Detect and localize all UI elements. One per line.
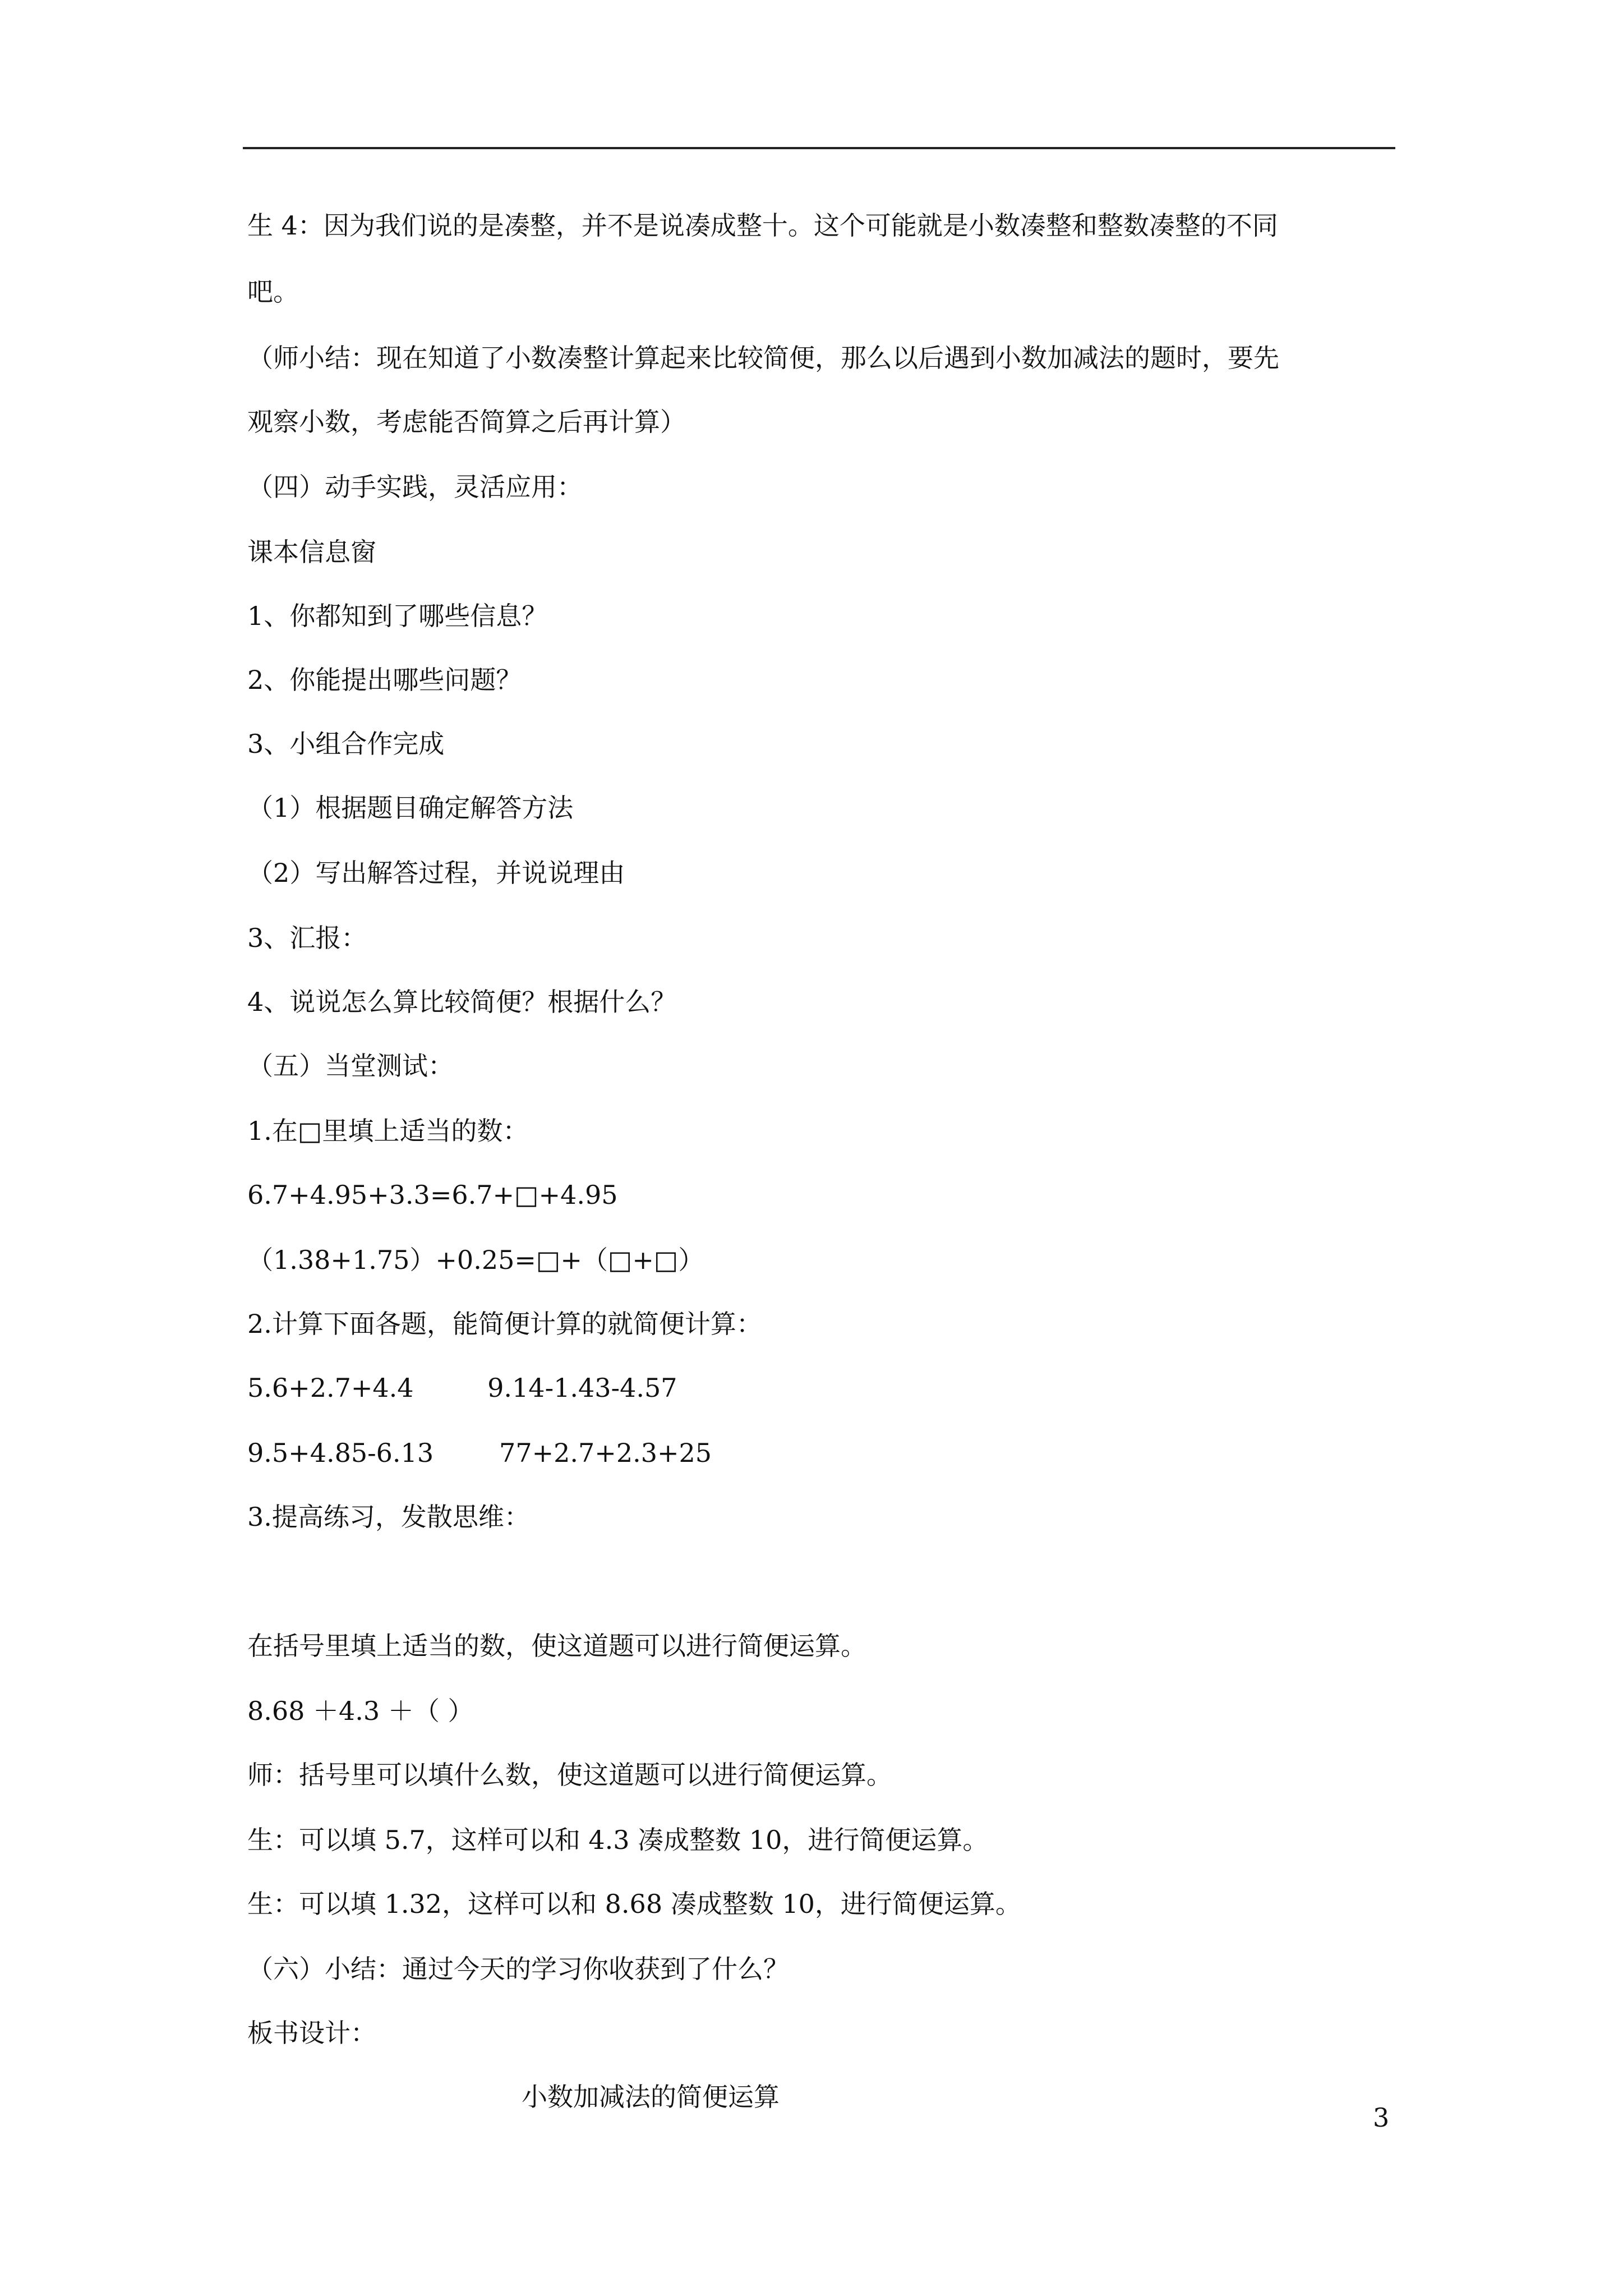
equation: 6.7+4.95+3.3=6.7+□+4.95	[247, 1180, 618, 1210]
exercise-heading: 1.在□里填上适当的数：	[247, 1116, 529, 1146]
equation: 8.68 ＋4.3 ＋（ ）	[247, 1696, 474, 1726]
text-line: 课本信息窗	[247, 537, 376, 567]
text-line: 在括号里填上适当的数，使这道题可以进行简便运算。	[247, 1631, 866, 1661]
text-line: 吧。	[247, 277, 299, 307]
text-line: 观察小数，考虑能否简算之后再计算）	[247, 407, 686, 437]
list-item: 1、你都知到了哪些信息？	[247, 601, 548, 631]
list-item: 3、小组合作完成	[247, 729, 445, 759]
list-item: （2）写出解答过程，并说说理由	[247, 858, 625, 888]
equation: 5.6+2.7+4.4 9.14-1.43-4.57	[247, 1373, 677, 1403]
page-number: 3	[1373, 2102, 1390, 2133]
exercise-heading: 3.提高练习，发散思维：	[247, 1502, 530, 1532]
text-line: 板书设计：	[247, 2018, 376, 2048]
text-line: 师：括号里可以填什么数，使这道题可以进行简便运算。	[247, 1760, 892, 1790]
section-heading: （四）动手实践，灵活应用：	[247, 472, 583, 502]
list-item: 2、你能提出哪些问题？	[247, 665, 522, 695]
text-line: 生 4：因为我们说的是凑整，并不是说凑成整十。这个可能就是小数凑整和整数凑整的不同	[247, 210, 1278, 241]
section-heading: （六）小结：通过今天的学习你收获到了什么？	[247, 1954, 789, 1984]
exercise-heading: 2.计算下面各题，能简便计算的就简便计算：	[247, 1309, 762, 1339]
text-line: 生：可以填 1.32，这样可以和 8.68 凑成整数 10，进行简便运算。	[247, 1889, 1021, 1919]
text-line: 生：可以填 5.7，这样可以和 4.3 凑成整数 10，进行简便运算。	[247, 1825, 989, 1855]
list-item: 3、汇报：	[247, 923, 367, 953]
board-title: 小数加减法的简便运算	[522, 2082, 780, 2112]
section-heading: （五）当堂测试：	[247, 1051, 454, 1081]
equation: 9.5+4.85-6.13 77+2.7+2.3+25	[247, 1438, 712, 1468]
text-line: （师小结：现在知道了小数凑整计算起来比较简便，那么以后遇到小数加减法的题时，要先	[247, 343, 1279, 373]
header-rule	[243, 147, 1395, 149]
equation: （1.38+1.75）+0.25=□+（□+□）	[247, 1245, 704, 1275]
list-item: 4、说说怎么算比较简便？根据什么？	[247, 987, 677, 1017]
list-item: （1）根据题目确定解答方法	[247, 793, 574, 823]
